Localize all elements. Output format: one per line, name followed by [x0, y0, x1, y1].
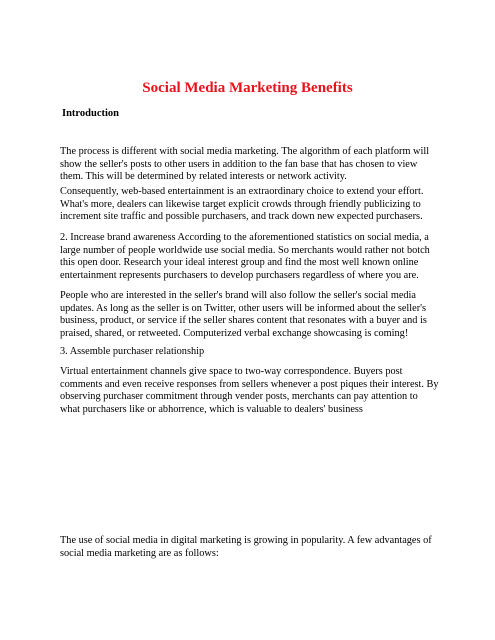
paragraph-1: The process is different with social media marketing. The algorithm of each platform will show the seller's posts to other users in addition to the fan base that has chosen to view them. This will be determined by related interests or network activity.	[60, 146, 430, 182]
paragraph-4: People who are interested in the seller's brand will also follow the seller's social media updates. As long as the seller is on Twitter, other users will be informed about the seller's business, product, or service if the seller shares content that resonates with a buyer and is praised, shared, or retweeted. Computerized verbal exchange showcasing is coming!	[60, 290, 427, 339]
paragraph-7: The use of social media in digital marketing is growing in popularity. A few advantages of social media marketing are as follows:	[60, 535, 432, 559]
paragraph-5: 3. Assemble purchaser relationship	[60, 346, 205, 357]
paragraph-3: 2. Increase brand awareness According to the aforementioned statistics on social media, a large number of people worldwide use social media. So merchants would rather not botch this open door. Research your ideal interest group and find the most well known online entertainment represents purchasers to develop purchasers regardless of where you are.	[60, 232, 430, 281]
document-title: Social Media Marketing Benefits	[142, 80, 353, 96]
paragraph-6: Virtual entertainment channels give space to two-way correspondence. Buyers post comments and even receive responses from sellers whenever a post piques their interest. By observing purchaser commitment through vender posts, merchants can pay attention to what purchasers like or abhorrence, which is valuable to dealers' business	[60, 366, 439, 415]
paragraph-2: Consequently, web-based entertainment is an extraordinary choice to extend your effort. What's more, dealers can likewise target explicit crowds through friendly publicizing to increment site traffic and possible purchasers, and track down new expected purchasers.	[60, 186, 424, 222]
introduction-heading: Introduction	[62, 108, 119, 119]
